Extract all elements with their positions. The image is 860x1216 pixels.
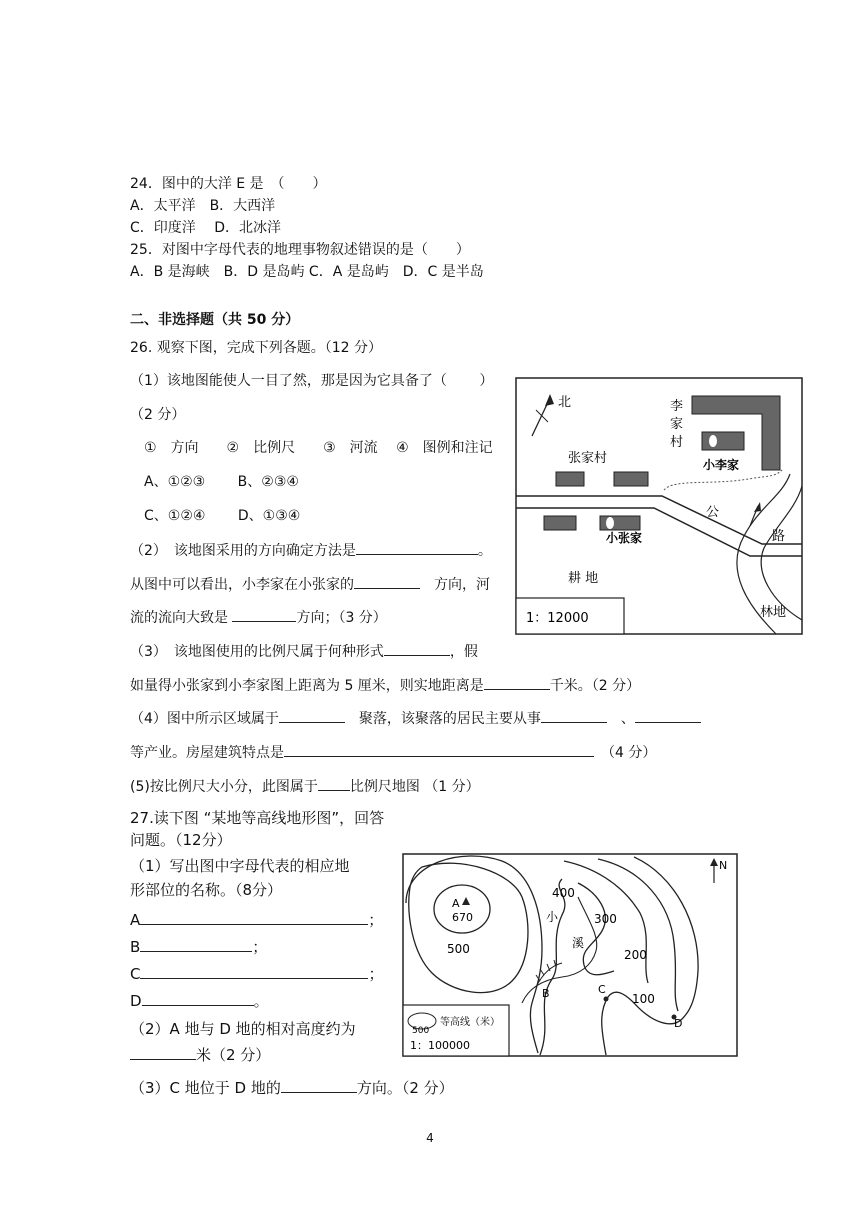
map-north-label: 北 — [558, 395, 572, 410]
map-building-xiaoli — [702, 432, 744, 450]
q26-part1-score: （2 分） — [130, 407, 186, 423]
answer-blank[interactable] — [354, 574, 420, 589]
answer-blank[interactable] — [281, 1078, 357, 1093]
answer-blank[interactable] — [142, 991, 254, 1006]
q27-answer-a: A ； — [130, 911, 384, 929]
q27-stem-line2: 问题。（12分） — [130, 831, 232, 849]
answer-blank[interactable] — [541, 708, 607, 723]
answer-blank[interactable] — [279, 708, 345, 723]
map-building — [614, 472, 648, 486]
q26-stem: 26. 观察下图，完成下列各题。（12 分） — [130, 340, 382, 356]
point-c-marker — [604, 997, 609, 1002]
q26-part1-choices: ① 方向 ② 比例尺 ③ 河流 ④ 图例和注记 — [144, 440, 493, 456]
map-li-village-char1: 李 — [670, 399, 684, 414]
stream-label-1: 小 — [546, 910, 559, 924]
answer-blank[interactable] — [140, 964, 368, 979]
contour-400-label: 400 — [552, 886, 575, 900]
q27-answer-b: B ； — [130, 938, 268, 956]
q26-part4-line2: 等产业。房屋建筑特点是 （4 分） — [130, 742, 656, 763]
map-house-marker — [709, 435, 717, 447]
answer-blank[interactable] — [232, 607, 296, 622]
q26-part1-options-ab: A、①②③ B、②③④ — [144, 474, 299, 490]
map-building — [556, 472, 584, 486]
q26-part2-line1: （2） 该地图采用的方向确定方法是 。 — [130, 540, 492, 561]
contour-200-label: 200 — [624, 948, 647, 962]
answer-blank[interactable] — [635, 708, 701, 723]
answer-blank[interactable] — [284, 742, 594, 757]
q27-part1-line2: 形部位的名称。（8分） — [130, 881, 283, 899]
stream-label-2: 溪 — [572, 936, 585, 950]
legend-contour-value: 500 — [412, 1026, 430, 1036]
q27-part1-line1: （1）写出图中字母代表的相应地 — [130, 857, 350, 875]
q26-part4-line1: （4）图中所示区域属于 聚落，该聚落的居民主要从事 、 — [130, 708, 701, 729]
q24-stem: 24．图中的大洋 E 是 （ ） — [130, 176, 327, 192]
map-building — [544, 516, 576, 530]
q27-stem-line1: 27.读下图 “某地等高线地形图”，回答 — [130, 809, 385, 827]
answer-blank[interactable] — [484, 675, 550, 690]
map-farmland-label: 耕 地 — [568, 571, 599, 586]
contour-north-label: N — [719, 859, 728, 872]
q27-part2-line1: （2）A 地与 D 地的相对高度约为 — [130, 1020, 356, 1038]
section-title: 二、非选择题（共 50 分） — [130, 312, 300, 328]
q27-answer-d: D 。 — [130, 992, 269, 1010]
point-d-label: D — [674, 1017, 683, 1030]
page-number: 4 — [426, 1131, 434, 1145]
point-c-label: C — [598, 983, 606, 996]
map-li-village-char2: 家 — [670, 417, 684, 432]
contour-map — [402, 853, 738, 1057]
answer-blank[interactable] — [140, 910, 368, 925]
map-zhang-village-label: 张家村 — [568, 451, 608, 466]
map-road-label-gong: 公 — [706, 505, 720, 520]
map-scale-label: 1：12000 — [526, 611, 589, 626]
q27-answer-c: C ； — [130, 965, 384, 983]
legend-contour-text: 等高线（米） — [440, 1017, 500, 1028]
map-li-village-char3: 村 — [670, 435, 684, 450]
contour-100-label: 100 — [632, 992, 655, 1006]
map-forest-label: 林地 — [760, 605, 787, 620]
q27-part3: （3）C 地位于 D 地的 方向。（2 分） — [130, 1079, 454, 1097]
map-xiaoli-label: 小李家 — [703, 458, 740, 472]
q26-part2-line3: 流的流向大致是 方向；（3 分） — [130, 607, 387, 628]
peak-point-label: A — [452, 897, 460, 910]
q26-part3-line1: （3） 该地图使用的比例尺属于何种形式 ，假 — [130, 641, 478, 662]
q24-options-ab: A．太平洋 B．大西洋 — [130, 198, 276, 214]
answer-blank[interactable] — [356, 540, 478, 555]
q26-part5: (5)按比例尺大小分，此图属于 比例尺地图 （1 分） — [130, 776, 480, 797]
q26-part3-line2: 如量得小张家到小李家图上距离为 5 厘米，则实地距离是 千米。（2 分） — [130, 675, 640, 696]
q24-options-cd: C．印度洋 D．北冰洋 — [130, 220, 282, 236]
q26-part1-options-cd: C、①②④ D、①③④ — [144, 508, 301, 524]
answer-blank[interactable] — [140, 937, 252, 952]
map-xiaozhang-label: 小张家 — [606, 531, 643, 545]
contour-scale-label: 1：100000 — [410, 1039, 470, 1052]
point-b-label: B — [542, 987, 550, 1000]
peak-elevation-label: 670 — [452, 911, 473, 924]
answer-blank[interactable] — [384, 641, 450, 656]
q25-stem: 25．对图中字母代表的地理事物叙述错误的是（ ） — [130, 242, 470, 258]
q25-options: A．B 是海峡 B．D 是岛屿 C．A 是岛屿 D．C 是半岛 — [130, 264, 484, 280]
contour-500-label: 500 — [447, 942, 470, 956]
village-map — [514, 376, 804, 636]
answer-blank[interactable] — [130, 1045, 196, 1060]
contour-300-label: 300 — [594, 912, 617, 926]
map-road-label-lu: 路 — [772, 529, 786, 544]
q27-part2-line2: 米（2 分） — [130, 1045, 270, 1065]
q26-part2-line2: 从图中可以看出，小李家在小张家的 方向，河 — [130, 574, 490, 595]
map-house-marker — [606, 517, 614, 529]
q26-part1-stem: （1）该地图能使人一目了然，那是因为它具备了（ ） — [130, 373, 494, 389]
answer-blank[interactable] — [318, 776, 350, 791]
